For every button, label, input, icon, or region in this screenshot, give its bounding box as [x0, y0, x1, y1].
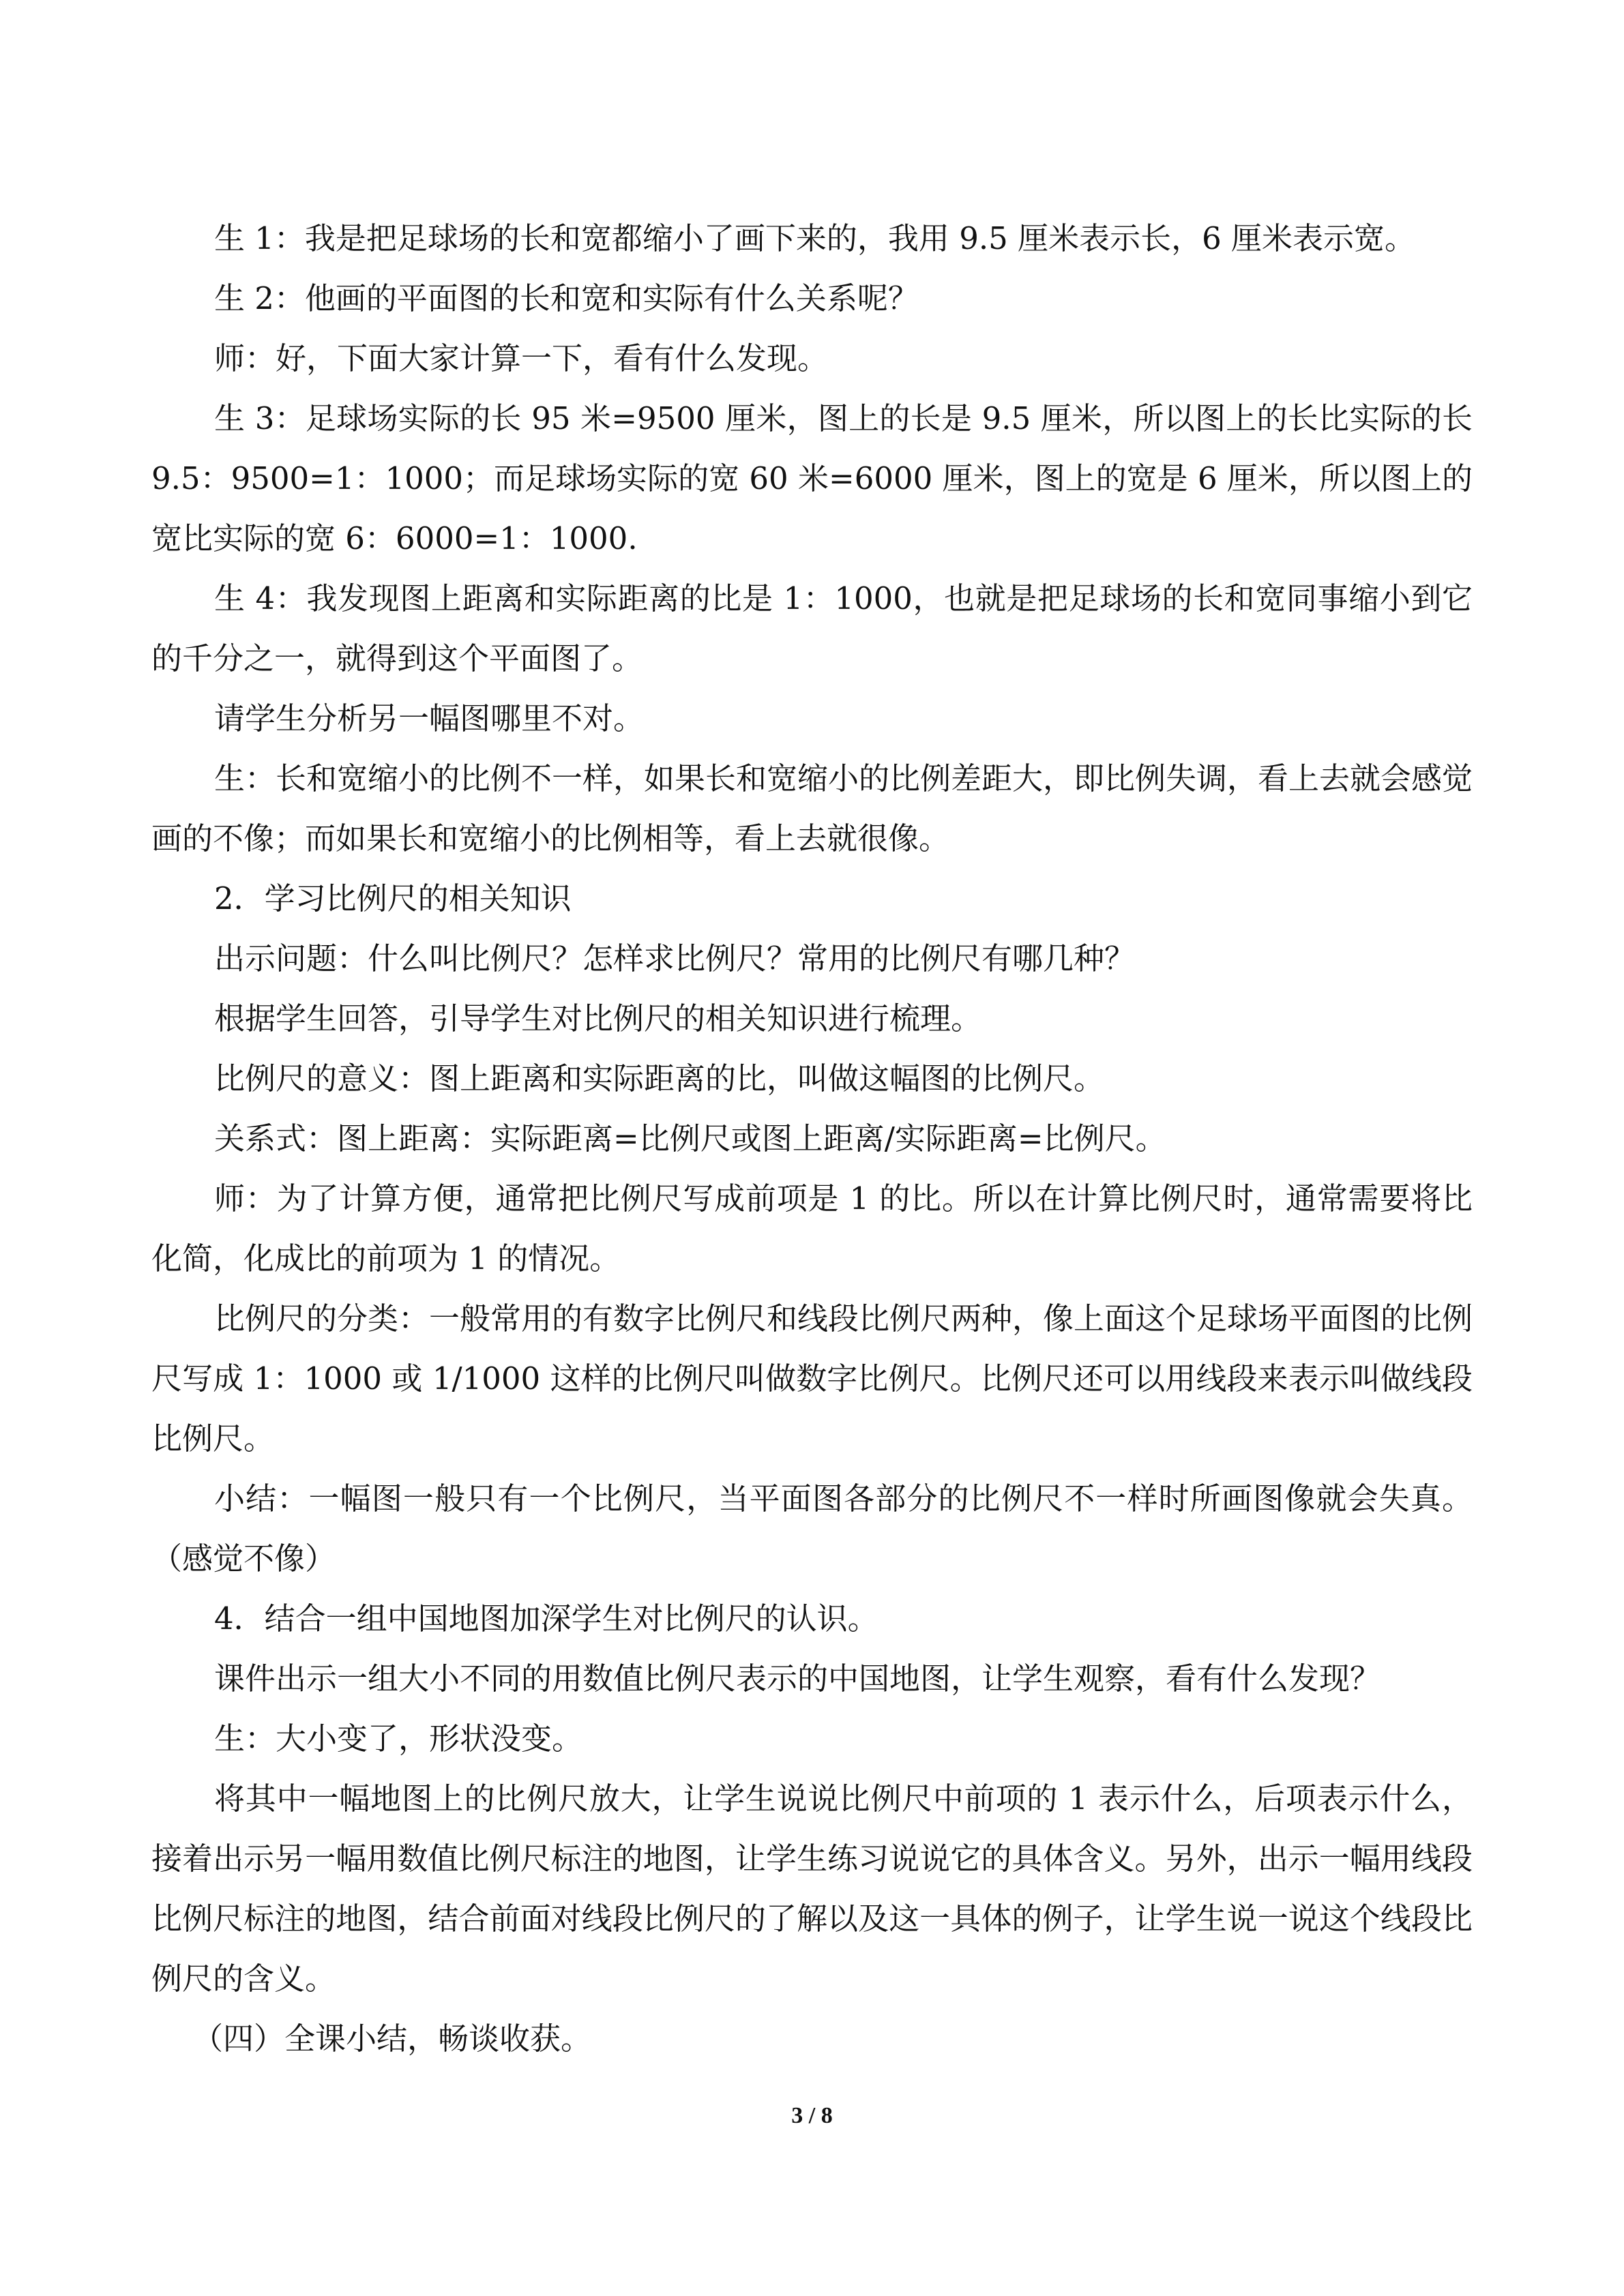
paragraph: 根据学生回答，引导学生对比例尺的相关知识进行梳理。 [214, 1000, 982, 1037]
section-heading: 2．学习比例尺的相关知识 [214, 880, 572, 916]
section-heading: （四）全课小结，畅谈收获。 [192, 2021, 592, 2057]
paragraph: 生 4：我发现图上距离和实际距离的比是 1：1000，也就是把足球场的长和宽同事缩小到它的千分之一，就得到这个平面图了。 [151, 580, 1473, 676]
document-body [151, 209, 1473, 2069]
paragraph: 比例尺的分类：一般常用的有数字比例尺和线段比例尺两种，像上面这个足球场平面图的比例尺写成 1：1000 或 1/1000 这样的比例尺叫做数字比例尺。比例尺还可以用线段来表示叫做线段比例尺。 [151, 1300, 1473, 1457]
page-number: 3 / 8 [791, 2103, 833, 2128]
paragraph: 课件出示一组大小不同的用数值比例尺表示的中国地图，让学生观察，看有什么发现？ [214, 1660, 1381, 1697]
paragraph: 师：好，下面大家计算一下，看有什么发现。 [214, 340, 829, 376]
paragraph: 关系式：图上距离：实际距离=比例尺或图上距离/实际距离=比例尺。 [214, 1120, 1166, 1157]
paragraph: 生 2：他画的平面图的长和宽和实际有什么关系呢？ [214, 280, 919, 316]
paragraph: 生 1：我是把足球场的长和宽都缩小了画下来的，我用 9.5 厘米表示长，6 厘米表示宽。 [214, 220, 1416, 256]
paragraph: 比例尺的意义：图上距离和实际距离的比，叫做这幅图的比例尺。 [214, 1060, 1105, 1097]
paragraph: 生：长和宽缩小的比例不一样，如果长和宽缩小的比例差距大，即比例失调，看上去就会感觉画的不像；而如果长和宽缩小的比例相等，看上去就很像。 [151, 760, 1473, 856]
paragraph: 师：为了计算方便，通常把比例尺写成前项是 1 的比。所以在计算比例尺时，通常需要将比化简，化成比的前项为 1 的情况。 [151, 1180, 1473, 1277]
paragraph: 小结：一幅图一般只有一个比例尺，当平面图各部分的比例尺不一样时所画图像就会失真。（感觉不像） [151, 1480, 1473, 1577]
paragraph: 生 3：足球场实际的长 95 米=9500 厘米，图上的长是 9.5 厘米，所以图上的长比实际的长 9.5：9500=1：1000；而足球场实际的宽 60 米=6000 厘米，图上的宽是 6 厘米，所以图上的宽比实际的宽 6：6000=1：1000. [151, 400, 1473, 556]
paragraph: 请学生分析另一幅图哪里不对。 [214, 700, 645, 736]
section-heading: 4．结合一组中国地图加深学生对比例尺的认识。 [214, 1600, 879, 1637]
paragraph: 将其中一幅地图上的比例尺放大，让学生说说比例尺中前项的 1 表示什么，后项表示什么，接着出示另一幅用数值比例尺标注的地图，让学生练习说说它的具体含义。另外，出示一幅用线段比例尺标注的地图，结合前面对线段比例尺的了解以及这一具体的例子，让学生说一说这个线段比例尺的含义。 [151, 1780, 1473, 1997]
paragraph: 生：大小变了，形状没变。 [214, 1720, 583, 1757]
paragraph: 出示问题：什么叫比例尺？怎样求比例尺？常用的比例尺有哪几种？ [214, 940, 1136, 976]
